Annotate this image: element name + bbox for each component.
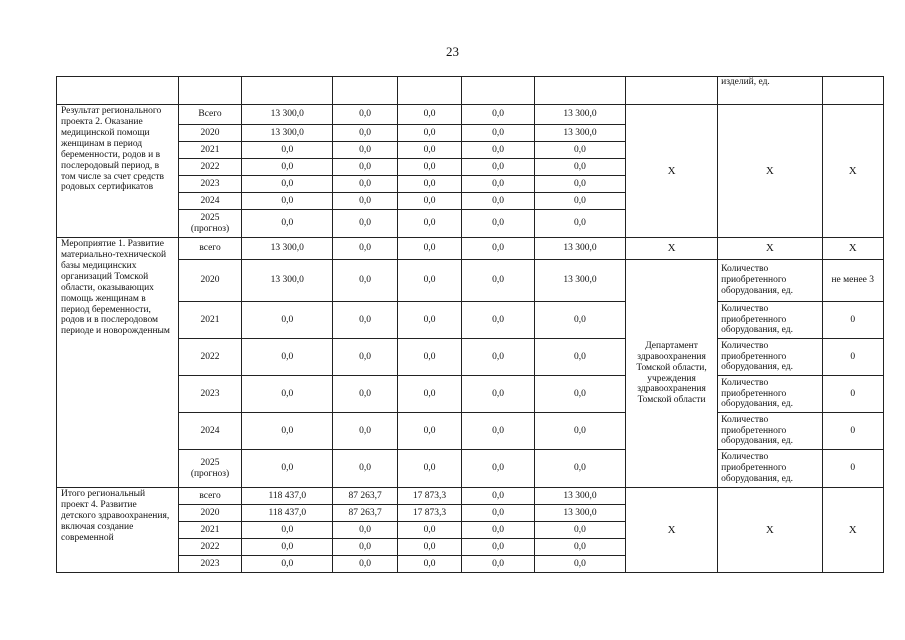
year-cell: 2025 (прогноз) [178, 210, 241, 238]
extra-cell: 0,0 [534, 539, 625, 556]
total-cell: 0,0 [242, 556, 333, 573]
extra-cell: 0,0 [534, 193, 625, 210]
regional-cell: 0,0 [397, 339, 461, 376]
empty-cell [242, 77, 333, 105]
local-cell: 0,0 [462, 105, 535, 125]
federal-cell: 0,0 [333, 376, 397, 413]
local-cell: 0,0 [462, 376, 535, 413]
table-row [57, 260, 884, 302]
indicator-cell: Количество приобретенного оборудования, ед. [718, 413, 822, 450]
federal-cell: 0,0 [333, 142, 397, 159]
indicator-cell: Количество приобретенного оборудования, ед. [718, 376, 822, 413]
local-cell: 0,0 [462, 260, 535, 302]
regional-cell: 0,0 [397, 193, 461, 210]
federal-cell: 0,0 [333, 556, 397, 573]
page-number: 23 [446, 44, 459, 59]
table-row [57, 238, 884, 260]
result-name-cell: Результат регионального проекта 2. Оказание медицинской помощи женщинам в период беременности, родов и в послеродовый период, в том числе за счет средств родовых сертификатов [57, 105, 179, 238]
regional-cell: 0,0 [397, 125, 461, 142]
extra-cell: 0,0 [534, 413, 625, 450]
indicator-cell: Количество приобретенного оборудования, ед. [718, 339, 822, 376]
regional-cell: 0,0 [397, 302, 461, 339]
total-cell: 0,0 [242, 413, 333, 450]
federal-cell: 0,0 [333, 539, 397, 556]
extra-cell: 13 300,0 [534, 488, 625, 505]
extra-cell: 13 300,0 [534, 505, 625, 522]
indicator-value-cell: 0 [822, 339, 884, 376]
indicator-value-cell: не менее 3 [822, 260, 884, 302]
regional-cell: 0,0 [397, 105, 461, 125]
local-cell: 0,0 [462, 142, 535, 159]
federal-cell: 0,0 [333, 339, 397, 376]
year-cell: 2022 [178, 159, 241, 176]
indicator-x-cell: Х [718, 238, 822, 260]
regional-cell: 0,0 [397, 159, 461, 176]
regional-cell: 0,0 [397, 176, 461, 193]
regional-cell: 0,0 [397, 556, 461, 573]
total-cell: 0,0 [242, 539, 333, 556]
indicator-value-cell: 0 [822, 376, 884, 413]
extra-cell: 0,0 [534, 376, 625, 413]
regional-cell: 0,0 [397, 376, 461, 413]
year-cell: Всего [178, 105, 241, 125]
activity-name-cell: Мероприятие 1. Развитие материально-технической базы медицинских организаций Томской области, оказывающих помощь женщинам в период беременности, родов и в послеродовом периоде и новорожденным [57, 238, 179, 488]
year-cell: 2024 [178, 413, 241, 450]
total-cell: 0,0 [242, 142, 333, 159]
total-cell: 0,0 [242, 193, 333, 210]
federal-cell: 0,0 [333, 238, 397, 260]
local-cell: 0,0 [462, 539, 535, 556]
extra-cell: 0,0 [534, 302, 625, 339]
year-cell: всего [178, 238, 241, 260]
local-cell: 0,0 [462, 488, 535, 505]
year-cell: 2025 (прогноз) [178, 450, 241, 488]
agency-cell: Департамент здравоохранения Томской области, учреждения здравоохранения Томской области [626, 260, 718, 488]
empty-cell [178, 77, 241, 105]
local-cell: 0,0 [462, 159, 535, 176]
year-cell: 2024 [178, 193, 241, 210]
extra-cell: 0,0 [534, 339, 625, 376]
regional-cell: 17 873,3 [397, 488, 461, 505]
year-cell: 2021 [178, 302, 241, 339]
total-cell: 0,0 [242, 302, 333, 339]
agency-x-cell: Х [626, 238, 718, 260]
local-cell: 0,0 [462, 556, 535, 573]
value-x-cell: Х [822, 488, 884, 573]
table-row [57, 450, 884, 488]
total-cell: 13 300,0 [242, 125, 333, 142]
year-cell: 2023 [178, 556, 241, 573]
regional-cell: 17 873,3 [397, 505, 461, 522]
agency-x-cell: Х [626, 488, 718, 573]
indicator-cell: Количество приобретенного оборудования, ед. [718, 260, 822, 302]
year-cell: 2022 [178, 539, 241, 556]
extra-cell: 0,0 [534, 159, 625, 176]
year-cell: 2021 [178, 142, 241, 159]
total-cell: 13 300,0 [242, 105, 333, 125]
empty-cell [534, 77, 625, 105]
total-cell: 0,0 [242, 159, 333, 176]
total-cell: 13 300,0 [242, 260, 333, 302]
local-cell: 0,0 [462, 505, 535, 522]
budget-table [56, 76, 884, 573]
federal-cell: 0,0 [333, 450, 397, 488]
regional-cell: 0,0 [397, 238, 461, 260]
extra-cell: 0,0 [534, 522, 625, 539]
regional-cell: 0,0 [397, 142, 461, 159]
empty-cell [333, 77, 397, 105]
table-row [57, 302, 884, 339]
regional-cell: 0,0 [397, 210, 461, 238]
year-cell: 2023 [178, 376, 241, 413]
year-cell: 2023 [178, 176, 241, 193]
total-cell: 0,0 [242, 210, 333, 238]
agency-x-cell: Х [626, 105, 718, 238]
empty-cell [397, 77, 461, 105]
local-cell: 0,0 [462, 413, 535, 450]
empty-cell [462, 77, 535, 105]
federal-cell: 0,0 [333, 413, 397, 450]
year-cell: 2020 [178, 260, 241, 302]
value-x-cell: Х [822, 105, 884, 238]
empty-cell [57, 77, 179, 105]
year-cell: 2022 [178, 339, 241, 376]
federal-cell: 0,0 [333, 176, 397, 193]
regional-cell: 0,0 [397, 539, 461, 556]
indicator-x-cell: Х [718, 105, 822, 238]
local-cell: 0,0 [462, 450, 535, 488]
project-total-name-cell: Итого региональный проект 4. Развитие детского здравоохранения, включая создание современной [57, 488, 179, 573]
extra-cell: 0,0 [534, 176, 625, 193]
total-cell: 0,0 [242, 522, 333, 539]
indicator-cell: Количество приобретенного оборудования, ед. [718, 450, 822, 488]
federal-cell: 0,0 [333, 125, 397, 142]
local-cell: 0,0 [462, 125, 535, 142]
extra-cell: 13 300,0 [534, 260, 625, 302]
table-row [57, 77, 884, 105]
regional-cell: 0,0 [397, 413, 461, 450]
federal-cell: 0,0 [333, 302, 397, 339]
indicator-value-cell: 0 [822, 302, 884, 339]
year-cell: 2020 [178, 505, 241, 522]
empty-cell [626, 77, 718, 105]
local-cell: 0,0 [462, 176, 535, 193]
federal-cell: 87 263,7 [333, 488, 397, 505]
total-cell: 0,0 [242, 450, 333, 488]
extra-cell: 0,0 [534, 450, 625, 488]
total-cell: 0,0 [242, 176, 333, 193]
total-cell: 0,0 [242, 376, 333, 413]
federal-cell: 0,0 [333, 105, 397, 125]
extra-cell: 13 300,0 [534, 105, 625, 125]
indicator-value-cell: 0 [822, 450, 884, 488]
regional-cell: 0,0 [397, 450, 461, 488]
local-cell: 0,0 [462, 193, 535, 210]
indicator-cell: изделий, ед. [718, 77, 822, 105]
regional-cell: 0,0 [397, 522, 461, 539]
year-cell: 2021 [178, 522, 241, 539]
federal-cell: 0,0 [333, 260, 397, 302]
total-cell: 0,0 [242, 339, 333, 376]
indicator-x-cell: Х [718, 488, 822, 573]
table-row [57, 376, 884, 413]
local-cell: 0,0 [462, 339, 535, 376]
federal-cell: 0,0 [333, 522, 397, 539]
local-cell: 0,0 [462, 210, 535, 238]
total-cell: 118 437,0 [242, 505, 333, 522]
extra-cell: 0,0 [534, 210, 625, 238]
indicator-cell: Количество приобретенного оборудования, ед. [718, 302, 822, 339]
empty-cell [822, 77, 884, 105]
extra-cell: 13 300,0 [534, 238, 625, 260]
table-row [57, 105, 884, 125]
federal-cell: 87 263,7 [333, 505, 397, 522]
local-cell: 0,0 [462, 238, 535, 260]
table-row [57, 488, 884, 505]
value-x-cell: Х [822, 238, 884, 260]
federal-cell: 0,0 [333, 193, 397, 210]
extra-cell: 13 300,0 [534, 125, 625, 142]
total-cell: 118 437,0 [242, 488, 333, 505]
regional-cell: 0,0 [397, 260, 461, 302]
federal-cell: 0,0 [333, 159, 397, 176]
total-cell: 13 300,0 [242, 238, 333, 260]
extra-cell: 0,0 [534, 556, 625, 573]
federal-cell: 0,0 [333, 210, 397, 238]
year-cell: всего [178, 488, 241, 505]
table-row [57, 339, 884, 376]
local-cell: 0,0 [462, 302, 535, 339]
extra-cell: 0,0 [534, 142, 625, 159]
indicator-value-cell: 0 [822, 413, 884, 450]
year-cell: 2020 [178, 125, 241, 142]
table-body [57, 77, 884, 573]
table-row [57, 413, 884, 450]
local-cell: 0,0 [462, 522, 535, 539]
